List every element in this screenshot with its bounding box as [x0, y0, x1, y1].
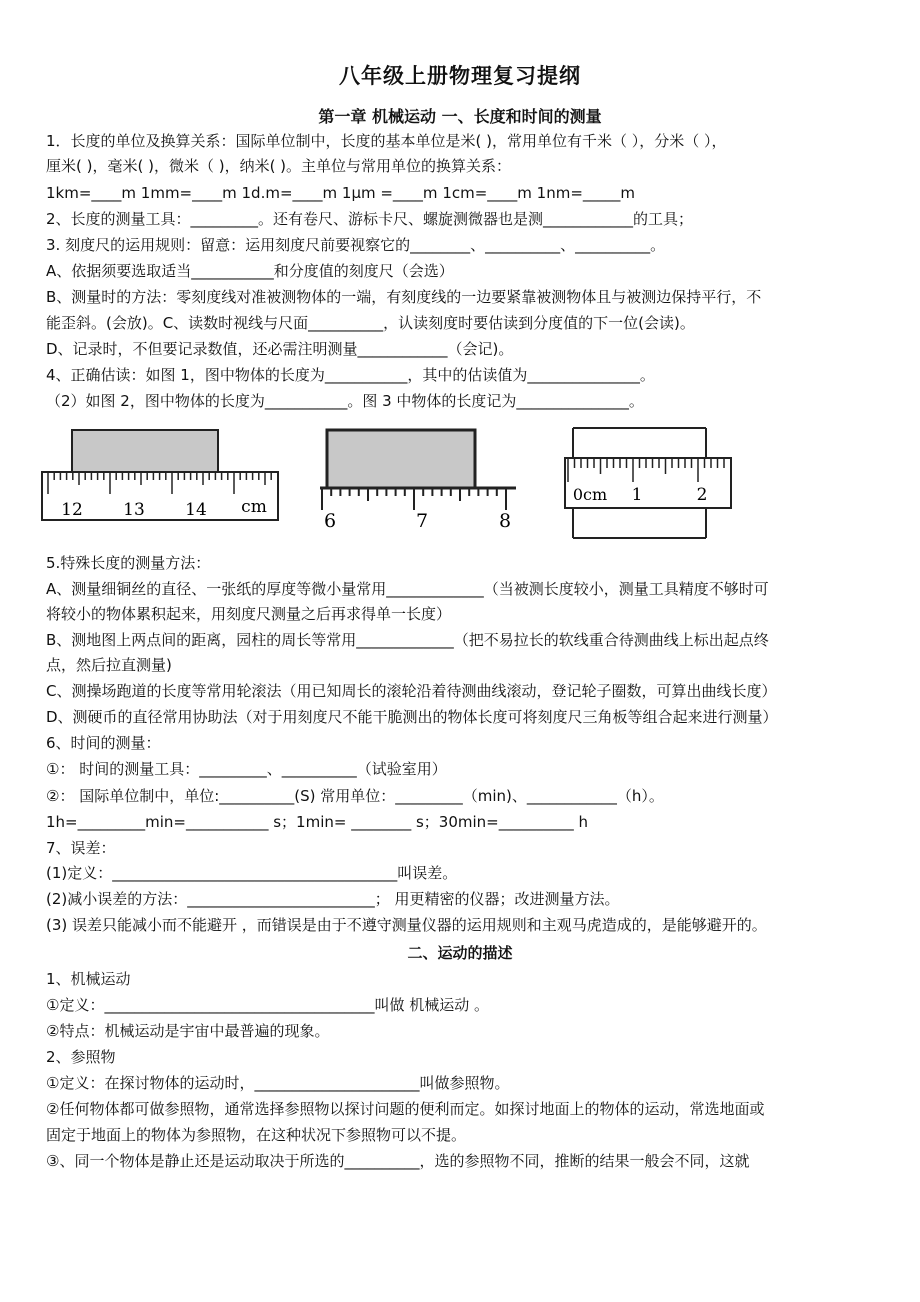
text-line: B、测地图上两点间的距离，园柱的周长等常用_____________（把不易拉长的软线重合待测曲线上标出起点终: [46, 631, 769, 649]
figure-3-ruler: [565, 428, 731, 538]
text-line: A、测量细铜丝的直径、一张纸的厚度等微小量常用_____________（当被测长度较小，测量工具精度不够时可: [46, 580, 769, 598]
text-line: 能歪斜。(会放)。C、读数时视线与尺面__________，认读刻度时要估读到分度值的下一位(会读)。: [46, 314, 695, 332]
text-line: 7、误差：: [46, 839, 116, 857]
text-line: ②特点：机械运动是宇宙中最普遍的现象。: [46, 1022, 330, 1040]
text-line: (1)定义：______________________________________叫误差。: [46, 864, 458, 882]
chapter-heading: 第一章 机械运动 一、长度和时间的测量: [318, 107, 602, 126]
text-line: (3) 误差只能减小而不能避开 ，而错误是由于不遵守测量仪器的运用规则和主观马虎造成的，是能够避开的。: [46, 916, 767, 934]
text-line: 厘米( )，毫米( )，微米（ )，纳米( )。主单位与常用单位的换算关系：: [46, 157, 512, 175]
text-line: B、测量时的方法：零刻度线对准被测物体的一端，有刻度线的一边要紧靠被测物体且与被测边保持平行，不: [46, 288, 762, 306]
text-line: (2)减小误差的方法：_________________________； 用更精密的仪器；改进测量方法。: [46, 890, 620, 908]
text-line: 1．长度的单位及换算关系：国际单位制中，长度的基本单位是米( )，常用单位有千米（ ），分米（ ），: [46, 132, 727, 150]
text-line: （2）如图 2，图中物体的长度为___________。图 3 中物体的长度记为_______________。: [46, 392, 644, 410]
figure-1-ruler: [42, 430, 278, 520]
text-line: C、测操场跑道的长度等常用轮滚法（用已知周长的滚轮沿着待测曲线滚动，登记轮子圈数，可算出曲线长度）: [46, 682, 777, 700]
text-line: 1h=_________min=___________ s；1min= ________ s；30min=__________ h: [46, 813, 589, 831]
text-line: 固定于地面上的物体为参照物，在这种状况下参照物可以不提。: [46, 1126, 467, 1144]
document-title: 八年级上册物理复习提纲: [339, 64, 581, 88]
text-line: 6、时间的测量：: [46, 734, 161, 752]
fig1-unit: cm: [241, 497, 267, 517]
fig1-tick-13: 13: [123, 500, 145, 520]
text-line: 4、正确估读：如图 1，图中物体的长度为___________，其中的估读值为_______________。: [46, 366, 655, 384]
text-line: ②： 国际单位制中，单位:__________(S) 常用单位：_________（min)、____________（h）。: [46, 787, 664, 805]
text-line: ①： 时间的测量工具：_________、__________（试验室用）: [46, 760, 447, 778]
text-line: ②任何物体都可做参照物，通常选择参照物以探讨问题的便利而定。如探讨地面上的物体的运动，常选地面或: [46, 1100, 765, 1118]
section-heading: 二、运动的描述: [407, 944, 513, 962]
fig1-tick-12: 12: [61, 500, 83, 520]
text-line: 将较小的物体累积起来，用刻度尺测量之后再求得单一长度）: [46, 605, 452, 623]
text-line: 1、机械运动: [46, 970, 131, 988]
fig3-tick-2: 2: [696, 485, 708, 505]
text-line: D、测硬币的直径常用协助法（对于用刻度尺不能干脆测出的物体长度可将刻度尺三角板等组合起来进行测量）: [46, 708, 778, 726]
text-line: 2、长度的测量工具：_________。还有卷尺、游标卡尺、螺旋测微器也是测____________的工具；: [46, 210, 694, 228]
fig2-tick-7: 7: [415, 510, 429, 532]
ruler-figures: [0, 420, 920, 545]
text-line: 点，然后拉直测量): [46, 656, 172, 674]
text-line: D、记录时，不但要记录数值，还必需注明测量____________（会记)。: [46, 340, 514, 358]
text-line: 2、参照物: [46, 1048, 116, 1066]
fig1-tick-14: 14: [185, 500, 207, 520]
fig3-tick-1: 1: [631, 485, 643, 505]
text-line: ③、同一个物体是静止还是运动取决于所选的__________，选的参照物不同，推断的结果一般会不同，这就: [46, 1152, 750, 1170]
text-line: 5.特殊长度的测量方法：: [46, 554, 211, 572]
text-line: 1km=____m 1mm=____m 1d.m=____m 1μm =____m 1cm=____m 1nm=_____m: [46, 184, 636, 202]
fig2-tick-8: 8: [498, 510, 512, 532]
fig3-tick-0cm: 0cm: [572, 485, 608, 504]
text-line: 3. 刻度尺的运用规则：留意：运用刻度尺前要视察它的________、__________、__________。: [46, 236, 666, 254]
text-line: A、依据须要选取适当___________和分度值的刻度尺（会选）: [46, 262, 454, 280]
text-line: ①定义：在探讨物体的运动时，______________________叫做参照物。: [46, 1074, 510, 1092]
figure-2-ruler: [320, 430, 516, 532]
fig2-tick-6: 6: [323, 510, 337, 532]
text-line: ①定义：____________________________________叫做 机械运动 。: [46, 996, 489, 1014]
